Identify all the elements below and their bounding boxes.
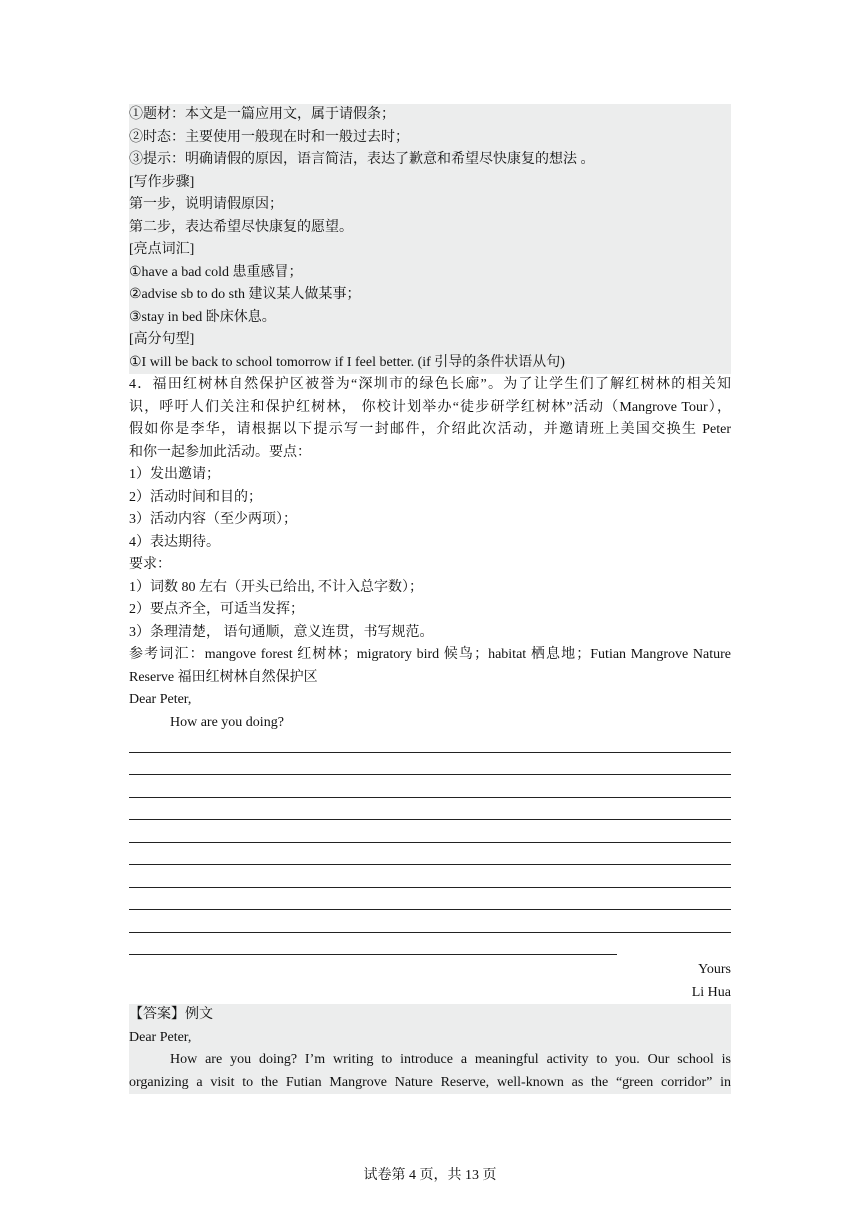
page-content [129,104,731,1094]
vocab-line: 参考词汇：mangove forest 红树林；migratory bird 候鸟；habitat 栖息地；Futian Mangrove Nature [129,647,731,662]
key-point: 4）表达期待。 [129,534,220,550]
question-4 [129,374,731,1004]
analysis-line: [写作步骤] [129,174,195,190]
question-prompt-line: 4．福田红树林自然保护区被誉为“深圳市的绿色长廊”。为了让学生们了解红树林的相关知 [129,377,731,392]
answer-greeting: Dear Peter, [129,1029,192,1045]
answer-label: 【答案】例文 [129,1007,213,1022]
answer-text-line: How are you doing? I’m writing to introduce a meaningful activity to you. Our school is [170,1052,731,1067]
analysis-line: ①I will be back to school tomorrow if I feel better. (if 引导的条件状语从句) [129,354,565,370]
requirement: 2）要点齐全，可适当发挥； [129,602,304,617]
page-footer: 试卷第 4 页，共 13 页 [363,1168,497,1183]
answer-blank-line[interactable] [129,779,731,802]
answer-blank-line[interactable] [129,914,731,937]
vocab-line: Reserve 福田红树林自然保护区 [129,669,318,685]
letter-signature: Li Hua [691,984,731,1000]
answer-blank-line[interactable] [129,734,731,757]
requirement: 3）条理清楚， 语句通顺，意义连贯，书写规范。 [129,624,434,640]
writing-area[interactable] [129,734,731,959]
answer-blank-line[interactable] [129,937,731,960]
requirement: 1）词数 80 左右（开头已给出, 不计入总字数）； [129,579,423,595]
analysis-line: ③stay in bed 卧床休息。 [129,309,276,325]
analysis-line: [亮点词汇] [129,242,195,257]
answer-blank-line[interactable] [129,892,731,915]
question-prompt-line: 识，呼吁人们关注和保护红树林， 你校计划举办“徒步研学红树林”活动（Mangrove Tour）， [129,399,731,415]
analysis-line: ③提示：明确请假的原因，语言简洁，表达了歉意和希望尽快康复的想法 。 [129,152,595,167]
key-point: 3）活动内容（至少两项）； [129,512,297,527]
answer-blank-line[interactable] [129,847,731,870]
key-point: 2）活动时间和目的； [129,489,262,505]
answer-blank-line[interactable] [129,824,731,847]
answer-text-line: organizing a visit to the Futian Mangrove Nature Reserve, well-known as the “green corridor” in [129,1074,731,1090]
answer-blank-line[interactable] [129,802,731,825]
letter-opening: How are you doing? [170,714,284,730]
analysis-line: 第一步，说明请假原因； [129,197,283,212]
question-prompt-line: 和你一起参加此活动。要点： [129,444,311,460]
requirements-label: 要求： [129,557,171,572]
analysis-line: ②时态：主要使用一般现在时和一般过去时； [129,129,409,145]
analysis-line: ①题材：本文是一篇应用文，属于请假条； [129,107,395,122]
analysis-line: 第二步，表达希望尽快康复的愿望。 [129,219,353,235]
question-prompt-line: 假如你是李华，请根据以下提示写一封邮件，介绍此次活动，并邀请班上美国交换生 Peter [129,422,731,437]
letter-closing: Yours [698,962,731,977]
analysis-line: [高分句型] [129,332,195,347]
previous-answer-analysis [129,104,731,374]
answer-blank-line[interactable] [129,757,731,780]
analysis-line: ②advise sb to do sth 建议某人做某事； [129,287,361,302]
answer-blank-line[interactable] [129,869,731,892]
letter-greeting: Dear Peter, [129,692,192,707]
answer-section [129,1004,731,1094]
analysis-line: ①have a bad cold 患重感冒； [129,264,303,280]
key-point: 1）发出邀请； [129,467,220,482]
